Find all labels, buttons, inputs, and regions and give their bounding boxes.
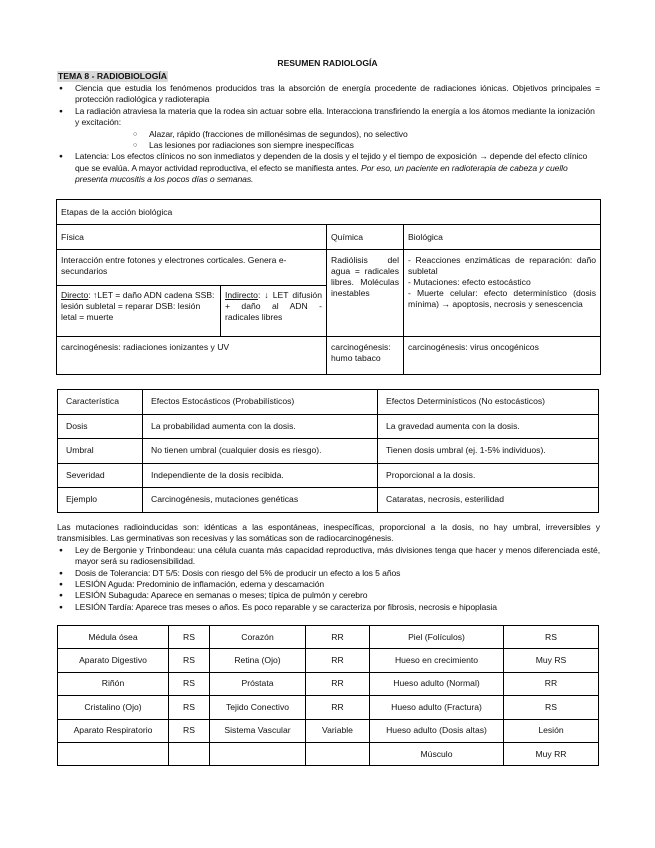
tissue-cell: Cristalino (Ojo) bbox=[58, 696, 169, 719]
deterministico-cell: Tienen dosis umbral (ej. 1-5% individuos). bbox=[378, 439, 599, 464]
stages-heading: Etapas de la acción biológica bbox=[57, 200, 601, 225]
col-fisica: Física bbox=[57, 225, 327, 250]
row-label: Dosis bbox=[58, 414, 143, 439]
bullet-latency bbox=[57, 151, 600, 185]
deterministico-cell: La gravedad aumenta con la dosis. bbox=[378, 414, 599, 439]
sensitivity-cell: RR bbox=[504, 672, 599, 695]
tissue-cell: Hueso adulto (Normal) bbox=[370, 672, 504, 695]
sensitivity-cell: Muy RS bbox=[504, 649, 599, 672]
mutations-bullet-list bbox=[57, 545, 600, 613]
tissue-cell: Tejido Conectivo bbox=[210, 696, 306, 719]
carcinogenesis-biologica: carcinogénesis: virus oncogénicos bbox=[404, 337, 601, 375]
sensitivity-cell: Muy RR bbox=[504, 742, 599, 765]
biologica-death: - Muerte celular: efecto determinístico (dosis mínima) → apoptosis, necrosis y senescencia bbox=[408, 288, 597, 309]
tissue-cell: Riñón bbox=[58, 672, 169, 695]
effects-comparison-table bbox=[57, 389, 599, 513]
table-row bbox=[58, 649, 599, 672]
estocastico-cell: La probabilidad aumenta con la dosis. bbox=[143, 414, 378, 439]
sensitivity-cell: RR bbox=[306, 672, 370, 695]
header-deterministicos: Efectos Determinísticos (No estocásticos) bbox=[378, 390, 599, 415]
sensitivity-cell: RS bbox=[504, 696, 599, 719]
table-row bbox=[58, 742, 599, 765]
sensitivity-cell: Lesión bbox=[504, 719, 599, 742]
sensitivity-cell: RS bbox=[504, 626, 599, 649]
radiosensitivity-table bbox=[57, 625, 599, 766]
tissue-cell: Hueso en crecimiento bbox=[370, 649, 504, 672]
fisica-indirecto bbox=[221, 286, 327, 337]
bullet-definition: ● Ciencia que estudia los fenómenos producidos tras la absorción de energía procedente de radiaciones iónicas. Objetivos principales = protección radiológica y radioterapia bbox=[57, 83, 600, 106]
carcinogenesis-quimica: carcinogénesis: humo tabaco bbox=[327, 337, 404, 375]
tissue-cell: Hueso adulto (Fractura) bbox=[370, 696, 504, 719]
sub-bullet-unspecific: ○ Las lesiones por radiaciones son siempre inespecíficas bbox=[75, 140, 600, 151]
document-title: RESUMEN RADIOLOGÍA bbox=[277, 58, 378, 68]
tissue-cell: Corazón bbox=[210, 626, 306, 649]
header-estocasticos: Efectos Estocásticos (Probabilísticos) bbox=[143, 390, 378, 415]
tissue-cell: Médula ósea bbox=[58, 626, 169, 649]
table-row bbox=[58, 672, 599, 695]
bullet-interaction-text: La radiación atraviesa la materia que la rodea sin actuar sobre ella. Interacciona transfiriendo la energía a los átomos mediante la ionización y excitación: bbox=[75, 105, 595, 128]
tissue-cell: Retina (Ojo) bbox=[210, 649, 306, 672]
tissue-cell: Próstata bbox=[210, 672, 306, 695]
indirecto-text: : ↓ LET difusión + daño al ADN - radicales libres bbox=[225, 290, 322, 322]
sensitivity-cell: RR bbox=[306, 626, 370, 649]
mutations-paragraph: Las mutaciones radioinducidas son: idénticas a las espontáneas, inespecíficas, proporcional a la dosis, no hay umbral, irreversibles y transmisibles. Las germinativas son recesivas y las somáticas son de radiocarcinogénesis. bbox=[57, 522, 600, 544]
biologica-mutations: - Mutaciones: efecto estocástico bbox=[408, 277, 531, 287]
fisica-interaction: Interacción entre fotones y electrones corticales. Genera e- secundarios bbox=[57, 250, 327, 286]
sensitivity-cell: RS bbox=[169, 649, 210, 672]
estocastico-cell: No tienen umbral (cualquier dosis es riesgo). bbox=[143, 439, 378, 464]
tissue-cell bbox=[210, 742, 306, 765]
sensitivity-cell bbox=[306, 742, 370, 765]
mutations-section bbox=[57, 522, 600, 613]
row-label: Ejemplo bbox=[58, 488, 143, 513]
header-caracteristica: Característica bbox=[58, 390, 143, 415]
tissue-cell: Aparato Respiratorio bbox=[58, 719, 169, 742]
quimica-radiolysis: Radiólisis del agua = radicales libres. Moléculas inestables bbox=[327, 250, 404, 337]
table-row bbox=[58, 488, 599, 513]
sensitivity-cell: RS bbox=[169, 719, 210, 742]
tissue-cell: Sistema Vascular bbox=[210, 719, 306, 742]
table-row bbox=[58, 626, 599, 649]
table-row bbox=[58, 463, 599, 488]
sensitivity-cell: RS bbox=[169, 626, 210, 649]
directo-label: Directo bbox=[61, 290, 89, 300]
bullet-late-lesion: ● LESIÓN Tardía: Aparece tras meses o años. Es poco reparable y se caracteriza por fibrosis, necrosis e hipoplasia bbox=[57, 602, 600, 613]
tissue-cell: Hueso adulto (Dosis altas) bbox=[370, 719, 504, 742]
latency-example: Por eso, un paciente en radioterapia de cabeza y cuello presenta mucositis a los pocos días o semanas. bbox=[75, 162, 568, 185]
tissue-cell: Aparato Digestivo bbox=[58, 649, 169, 672]
fisica-directo bbox=[57, 286, 221, 337]
row-label: Umbral bbox=[58, 439, 143, 464]
intro-section bbox=[57, 83, 600, 186]
interaction-sub-list bbox=[75, 129, 600, 152]
deterministico-cell: Cataratas, necrosis, esterilidad bbox=[378, 488, 599, 513]
row-label: Severidad bbox=[58, 463, 143, 488]
table-row bbox=[58, 414, 599, 439]
sensitivity-cell: RR bbox=[306, 649, 370, 672]
effects-header-row bbox=[58, 390, 599, 415]
bullet-subacute-lesion: ● LESIÓN Subaguda: Aparece en semanas o meses; típica de pulmón y cerebro bbox=[57, 590, 600, 601]
sensitivity-cell bbox=[169, 742, 210, 765]
table-row bbox=[58, 696, 599, 719]
section-heading: TEMA 8 - RADIOBIOLOGÍA bbox=[58, 71, 168, 81]
estocastico-cell: Carcinogénesis, mutaciones genéticas bbox=[143, 488, 378, 513]
bullet-interaction bbox=[57, 106, 600, 152]
bullet-tolerance-dose: ● Dosis de Tolerancia: DT 5/5: Dosis con riesgo del 5% de producir un efecto a los 5 años bbox=[57, 568, 600, 579]
tissue-cell: Piel (Folículos) bbox=[370, 626, 504, 649]
latency-text: Latencia: Los efectos clínicos no son inmediatos y dependen de la dosis y el tejido y el tiempo de exposición → depende del efecto clínico que se evalúa. A mayor actividad reproductiva, el efecto se manifiesta antes. bbox=[75, 151, 588, 173]
tissue-cell bbox=[58, 742, 169, 765]
col-biologica: Biológica bbox=[404, 225, 601, 250]
directo-text: : ↑LET = daño ADN cadena SSB: lesión subletal = reparar DSB: lesión letal = muerte bbox=[61, 290, 215, 322]
bullet-acute-lesion: ● LESIÓN Aguda: Predominio de inflamación, edema y descamación bbox=[57, 579, 600, 590]
deterministico-cell: Proporcional a la dosis. bbox=[378, 463, 599, 488]
indirecto-label: Indirecto bbox=[225, 290, 258, 300]
table-row bbox=[58, 719, 599, 742]
biological-stages-table bbox=[56, 199, 601, 375]
sensitivity-cell: RS bbox=[169, 672, 210, 695]
sensitivity-cell: RR bbox=[306, 696, 370, 719]
col-quimica: Química bbox=[327, 225, 404, 250]
sensitivity-cell: RS bbox=[169, 696, 210, 719]
table-row bbox=[58, 439, 599, 464]
sensitivity-cell: Variable bbox=[306, 719, 370, 742]
biologica-effects bbox=[404, 250, 601, 337]
intro-bullet-list bbox=[57, 83, 600, 186]
biologica-repair: - Reacciones enzimáticas de reparación: daño subletal bbox=[408, 255, 597, 276]
carcinogenesis-fisica: carcinogénesis: radiaciones ionizantes y UV bbox=[57, 337, 327, 375]
sub-bullet-random: ○ Alazar, rápido (fracciones de millonésimas de segundos), no selectivo bbox=[75, 129, 600, 140]
tissue-cell: Músculo bbox=[370, 742, 504, 765]
estocastico-cell: Independiente de la dosis recibida. bbox=[143, 463, 378, 488]
bullet-bergonie: ● Ley de Bergonie y Trinbondeau: una célula cuanta más capacidad reproductiva, más divisiones tenga que hacer y menos diferenciada esté, mayor será su radiosensibilidad. bbox=[57, 545, 600, 568]
